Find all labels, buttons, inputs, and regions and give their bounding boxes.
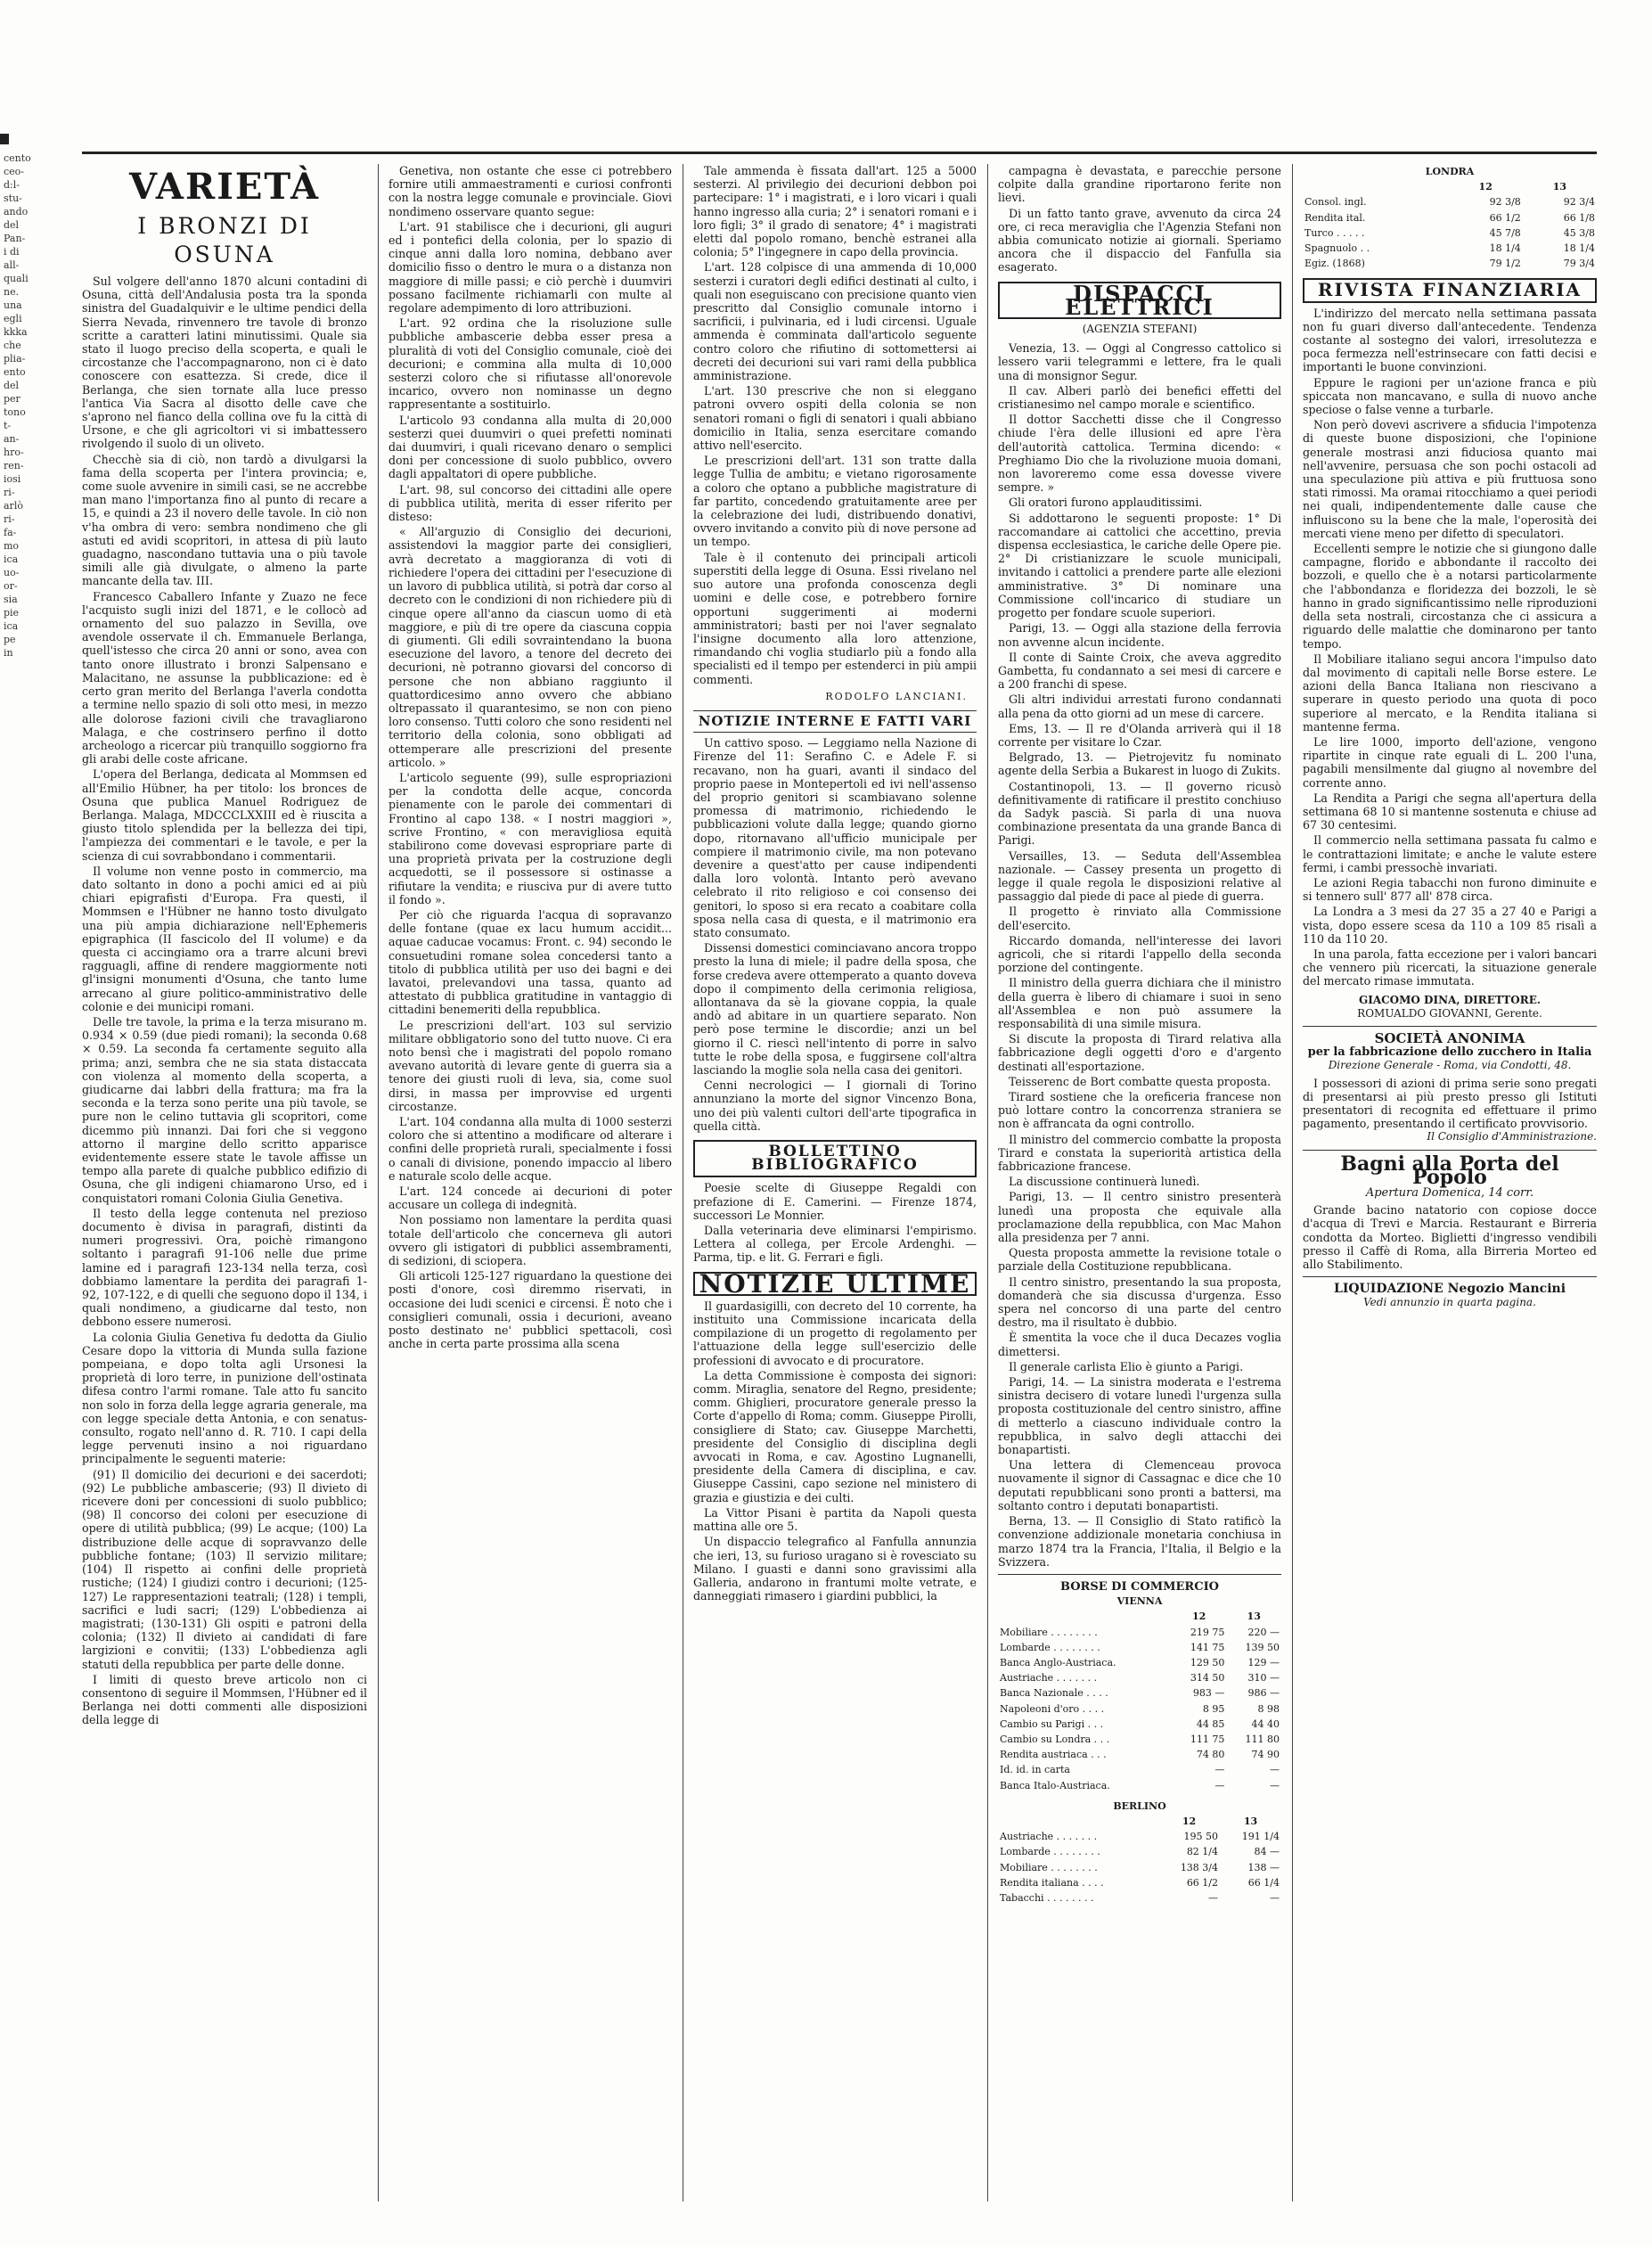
margin-fragment: ento	[4, 366, 26, 378]
table-heading: LONDRA	[1425, 166, 1475, 177]
paragraph: Il guardasigilli, con decreto del 10 corrente, ha instituito una Commissione incaricata della compilazione di un progetto di regolamento per l'attuazione della legge sull'esercizio delle professioni di avvocato e di procuratore.	[693, 1299, 977, 1367]
table-cell: 92 3/8	[1489, 196, 1521, 209]
ad-bagni-sub: Apertura Domenica, 14 corr.	[1365, 1186, 1534, 1201]
table-cell: 220 —	[1247, 1626, 1280, 1638]
paragraph: Le prescrizioni dell'art. 131 son tratte dalla legge Tullia de ambitu; e vietano rigorosamente a coloro che optano a pubbliche magistrature di far partito, concedendo gratuitamente aree per la celebrazione dei ludi, distribuendo donativi, ovvero invitando a convito più di nove persone ad un tempo.	[693, 454, 977, 549]
paragraph: Non possiamo non lamentare la perdita quasi totale dell'articolo che concerneva gli autori ovvero gli istigatori di pubblici assembramenti, di sedizioni, di sciopera.	[388, 1213, 672, 1268]
paragraph: Di un fatto tanto grave, avvenuto da circa 24 ore, ci reca meraviglia che l'Agenzia Stefani non abbia comunicato notizie ai giornali. Speriamo ancora che il dispaccio del Fanfulla sia esagerato.	[998, 206, 1281, 275]
margin-fragment: ando	[4, 206, 29, 217]
table-cell: Egiz. (1868)	[1304, 258, 1365, 270]
dispacci-body	[998, 341, 1281, 1569]
table-row	[998, 1890, 1281, 1906]
paragraph: Poesie scelte di Giuseppe Regaldi con prefazione di E. Camerini. — Firenze 1874, successori Le Monnier.	[693, 1181, 977, 1222]
table-cell: Napoleoni d'oro . . . .	[1000, 1702, 1105, 1715]
table-cell: 18 1/4	[1563, 242, 1595, 255]
column-4	[998, 164, 1281, 2201]
table-cell: —	[1214, 1764, 1225, 1776]
table-cell: 138 —	[1247, 1861, 1280, 1873]
paragraph: L'art. 98, sul concorso dei cittadini alle opere di pubblica utilità, merita di esser riferito per disteso:	[388, 482, 672, 524]
paragraph: L'art. 104 condanna alla multa di 1000 sesterzi coloro che si attentino a modificare od alterare i confini delle proprietà rurali, specialmente i fossi o canali di divisione, ponendo impaccio al libero e naturale scolo delle acque.	[388, 1115, 672, 1183]
ad-societa-signature: Il Consiglio d'Amministrazione.	[1427, 1130, 1597, 1143]
paragraph: « All'arguzio di Consiglio dei decurioni, assistendovi la maggior parte dei consiglieri, avrà decretato a maggioranza di voti di richiedere l'opera dei cittadini per l'esecuzione di un lavoro di pubblica utilità, si potrà dar corso al decreto con le condizioni di non richiedere più di cinque opere all'anno da ciascun uomo di età maggiore, e più di tre opere da ciascuna coppia di giumenti. Gli edili sovraintendano la buona esecuzione del lavoro, a tenore del decreto dei decurioni, nè potranno giovarsi del concorso di persone che non abbiano raggiunto il quattordicesimo anno ovvero che abbiano oltrepassato il quarantesimo, se non con pieno loro consenso. Tutti coloro che sono residenti nel territorio della colonia, sono obbligati ad ottemperare alle prescrizioni del presente articolo. »	[388, 525, 672, 769]
table-row	[998, 1640, 1281, 1655]
paragraph: Berna, 13. — Il Consiglio di Stato ratificò la convenzione addizionale monetaria conchiusa in marzo 1874 tra la Francia, l'Italia, il Belgio e la Svizzera.	[998, 1514, 1281, 1569]
table-row	[1303, 241, 1597, 256]
margin-fragment: i di	[4, 246, 20, 258]
paragraph: L'art. 128 colpisce di una ammenda di 10,000 sesterzi i curatori degli edifici destinati al culto, i quali non eseguiscano con precisione quanto vien prescritto dal Consiglio comunale intorno i sacrificii, i pulvinaria, ed i ludi circensi. Uguale ammenda è comminata dall'articolo seguente contro coloro che rifiutino di sottomettersi ai decreti dei decurioni sui vari rami della pubblica amministrazione.	[693, 260, 977, 383]
table-cell: 74 80	[1196, 1749, 1225, 1761]
table-cell: Cambio su Londra . . .	[1000, 1733, 1110, 1745]
paragraph: La discussione continuerà lunedì.	[1009, 1175, 1200, 1189]
column-header: 13	[1247, 1611, 1261, 1623]
margin-fragment: fa-	[4, 527, 17, 538]
table-cell: 138 3/4	[1180, 1861, 1219, 1873]
bollettino-heading: BOLLETTINO BIBLIOGRAFICO	[693, 1140, 977, 1177]
table-row	[998, 1732, 1281, 1747]
table-cell: Mobiliare . . . . . . . .	[1000, 1861, 1098, 1873]
table-row	[998, 1625, 1281, 1640]
ad-societa-sub: per la fabbricazione dello zucchero in Italia	[1307, 1045, 1592, 1060]
table-cell: 66 1/2	[1489, 211, 1521, 224]
paragraph: La Rendita a Parigi che segna all'apertura della settimana 68 10 si mantenne sostenuta e chiuse ad 67 30 centesimi.	[1303, 791, 1597, 832]
margin-fragment: ceo-	[4, 166, 25, 177]
paragraph: L'art. 92 ordina che la risoluzione sulle pubbliche ambascerie debba esser presa a pluralità di voti del Consiglio comunale, cioè dei decurioni; e commina alla multa di 10,000 sesterzi coloro che si rifiutasse all'onorevole incarico, ovvero non nominasse un degno rappresentante a sostituirlo.	[388, 316, 672, 412]
paragraph: Il commercio nella settimana passata fu calmo e le contrattazioni limitate; e anche le valute estere fermi, i cambi pressochè invariati.	[1303, 833, 1597, 874]
director-signature: GIACOMO DINA, DIRETTORE.	[1358, 993, 1542, 1006]
column-3	[693, 164, 977, 2201]
table-row	[1303, 256, 1597, 271]
top-rule	[82, 152, 1597, 154]
column-header: 12	[1478, 181, 1493, 193]
table-cell: 111 75	[1190, 1733, 1225, 1745]
margin-mark	[0, 134, 9, 144]
paragraph: Il conte di Sainte Croix, che aveva aggredito Gambetta, fu condannato a sei mesi di carcere e a 200 franchi di spese.	[998, 650, 1281, 692]
paragraph: Tale è il contenuto dei principali articoli superstiti della legge di Osuna. Essi rivelano nel suo autore una profonda conoscenza degli uomini e delle cose, e potrebbero fornire opportuni suggerimenti ai moderni amministratori; basti per noi l'aver segnalato l'insigne documento alla loro attenzione, rimandando chi voglia studiarlo più a fondo alla specialisti ed il tempo per estenderci in più ampii commenti.	[693, 550, 977, 686]
table-cell: Banca Italo-Austriaca.	[1000, 1779, 1110, 1791]
column-header	[998, 1609, 1172, 1624]
table-cell: Austriache . . . . . . .	[1000, 1672, 1098, 1684]
paragraph: Per ciò che riguarda l'acqua di sopravanzo delle fontane (quae ex lacu humum accidit... aquae caducae vocamus: Front. c. 94) secondo le consuetudini romane solea concedersi tanto a titolo di pubblica utilità per uso dei bagni e dei lavatoi, prelevandovi una tassa, quanto ad attestato di pubblica gratitudine in vantaggio di cittadini benemeriti della repubblica.	[388, 907, 672, 1017]
paragraph: Gli altri individui arrestati furono condannati alla pena da otto giorni ad un mese di carcere.	[998, 693, 1281, 720]
paragraph: Delle tre tavole, la prima e la terza misurano m. 0.934 × 0.59 (due piedi romani); la seconda 0.68 × 0.59. La seconda fa certamente seguito alla prima; anzi, sembra che ne sia stata distaccata con violenza al momento della scoperta, a giudicarne dai labbri della frattura; ma fra la seconda e la terza sono perite una più tavole, se pure non le celino tuttavia gli scopritori, come dicemmo più innanzi. Dai fori che si veggono attorno il margine dello scritto apparisce evidentemente essere state le tavole affisse un tempo alla parete di qualche pubblico edifizio di Osuna, che gli indigeni chiamarono Urso, ed i conquistatori romani Colonia Giulia Genetiva.	[82, 1014, 367, 1205]
margin-fragment: tono	[4, 406, 26, 418]
table-cell: 195 50	[1183, 1831, 1219, 1843]
margin-fragment: stu-	[4, 193, 22, 204]
ad-liquidazione-sub: Vedi annunzio in quarta pagina.	[1363, 1296, 1536, 1309]
paragraph: Il testo della legge contenuta nel prezioso documento è divisa in paragrafi, distinti da numeri progressivi. Ora, poichè rimangono soltanto i paragrafi 91-106 nelle due prime lamine ed i paragrafi 123-134 nella terza, così dobbiamo lamentare la perdita dei paragrafi 1-92, 107-122, e di quelli che seguono dopo il 134, i quali nondimeno, a giudicarne dal testo, non debbono essere numerosi.	[82, 1206, 367, 1329]
paragraph: I limiti di questo breve articolo non ci consentono di seguire il Mommsen, l'Hübner ed il Berlanga nei dotti commenti alle disposizioni della legge di	[82, 1672, 367, 1727]
paragraph: Il dottor Sacchetti disse che il Congresso chiude l'èra delle illusioni ed apre l'èra dell'autorità cattolica. Termina dicendo: « Preghiamo Dio che la rivoluzione muoia domani, non lavoreremo come essa dovesse vivere sempre. »	[998, 413, 1281, 495]
margin-fragment: plia-	[4, 353, 26, 365]
table-cell: 66 1/2	[1186, 1876, 1219, 1889]
margin-fragment: all-	[4, 259, 20, 271]
notizie-body	[693, 736, 977, 1133]
table-cell: 129 50	[1190, 1656, 1225, 1668]
table-cell: Austriache . . . . . . .	[1000, 1831, 1098, 1843]
table-row	[998, 1747, 1281, 1762]
table-cell: 74 90	[1251, 1749, 1280, 1761]
table-cell: Banca Anglo-Austriaca.	[1000, 1656, 1116, 1668]
margin-fragment: una	[4, 299, 22, 311]
paragraph: L'articolo seguente (99), sulle espropriazioni per la condotta delle acque, concorda pienamente con le parole dei commentari di Frontino al capo 138. « I nostri maggiori », scrive Frontino, « con meravigliosa equità stabilirono come dovevasi espropriare parte di una proprietà privata per la costruzione degli acquedotti, se il possessore si ostinasse a rifiutare la vendita; e riusciva pur di avere tutto il fondo ».	[388, 770, 672, 906]
notizie-ultime-heading: NOTIZIE ULTIME	[693, 1272, 977, 1296]
ad-liquidazione-title: LIQUIDAZIONE Negozio Mancini	[1333, 1282, 1566, 1297]
table-cell: —	[1270, 1764, 1280, 1776]
table-cell: 44 40	[1251, 1717, 1280, 1730]
paragraph: Si addottarono le seguenti proposte: 1° Di raccomandare ai cattolici che accettino, previa dispensa ecclesiastica, le cariche delle Opere pie. 2° Di cristianizzare le scuole municipali, invitando i cattolici a prendere parte alle elezioni amministrative. 3° Di nominare una Commissione coll'incarico di studiare un progetto per fondare scuole superiori.	[998, 511, 1281, 620]
column-header: 13	[1243, 1815, 1258, 1827]
column-4-top	[998, 164, 1281, 275]
column-2-body	[388, 164, 672, 1350]
paragraph: Sul volgere dell'anno 1870 alcuni contadini di Osuna, città dell'Andalusia posta tra la sponda sinistra del Guadalquivir e le ultime pendici della Sierra Nevada, rinvennero tre tavole di bronzo scritte a caratteri latini minutissimi. Quale sia stato il luogo preciso della scoperta, e quali le circostanze che l'accompagnarono, non ci è dato conoscere con esattezza. Si crede, dice il Berlanga, che sien tornate alla luce presso l'antica Via Sacra al disotto delle cave che s'aprono nel fianco della collina ove fu la città di Ursone, e che gli agricoltori vi si imbattessero rivolgendo il suolo di un oliveto.	[82, 275, 367, 451]
paragraph: Non però dovevi ascrivere a sfiducia l'impotenza di queste buone disposizioni, che l'opinione generale mostrasi anzi fiduciosa quanto mai nell'avvenire, persuasa che son pochi ostacoli ad una speculazione più attiva e più fruttuosa sono stati rimossi. Ma oramai ritocchiamo a quei periodi nei quali, indipendentemente dalle cause che influiscono su la bene che la male, l'operosità dei mercati viene meno per difetto di speculatori.	[1303, 418, 1597, 540]
table-cell: Lombarde . . . . . . . .	[1000, 1846, 1100, 1858]
table-cell: Mobiliare . . . . . . . .	[1000, 1626, 1098, 1638]
table-row	[998, 1875, 1281, 1890]
table-cell: Rendita austriaca . . .	[1000, 1749, 1107, 1761]
borse-heading: BORSE DI COMMERCIO	[1060, 1579, 1219, 1594]
table-cell: Id. id. in carta	[1000, 1764, 1070, 1776]
table-cell: Consol. ingl.	[1304, 196, 1367, 209]
table-cell: 314 50	[1190, 1672, 1225, 1684]
table-row	[998, 1655, 1281, 1670]
varieta-title: VARIETÀ	[128, 166, 321, 208]
column-divider	[378, 164, 379, 2201]
table-cell: Spagnuolo . .	[1304, 242, 1370, 255]
margin-fragment: hro-	[4, 447, 24, 458]
margin-fragment: kkka	[4, 326, 28, 338]
column-header: 12	[1182, 1815, 1197, 1827]
varieta-body	[82, 275, 367, 1727]
paragraph: Genetiva, non ostante che esse ci potrebbero fornire utili ammaestramenti e curiosi confronti con la nostra legge comunale e provinciale. Giovi nondimeno osservare quanto segue:	[388, 164, 672, 218]
londra-table	[1303, 164, 1597, 271]
paragraph: Gli articoli 125-127 riguardano la questione dei posti d'onore, così diremmo riservati, in occasione dei ludi scenici e circensi. È noto che i consiglieri comunali, ossia i decurioni, aveano posto destinato ne' pubblici spettacoli, così anche in certa parte prossima alla scena	[388, 1269, 672, 1351]
column-divider	[987, 164, 988, 2201]
vienna-table	[998, 1594, 1281, 1793]
margin-fragment: or-	[4, 580, 18, 592]
column-divider	[1292, 164, 1293, 2201]
table-heading: VIENNA	[1116, 1595, 1163, 1608]
paragraph: Il cav. Alberi parlò dei benefici effetti del cristianesimo nel campo morale e scientifico.	[998, 383, 1281, 412]
gerente-signature: ROMUALDO GIOVANNI, Gerente.	[1357, 1006, 1542, 1020]
margin-fragment: ri-	[4, 487, 15, 498]
table-cell: 8 95	[1202, 1702, 1225, 1715]
table-cell: Rendita italiana . . . .	[1000, 1876, 1104, 1889]
paragraph: Eccellenti sempre le notizie che si giungono dalle campagne, florido e abbondante il raccolto dei bozzoli, e quello che è a notarsi particolarmente che l'abbondanza e floridezza dei bozzoli, le sè hanno in grado significantissimo nelle riproduzioni della seta nostrali, circostanza che ci assicura a riguardo delle malattie che dominarono per tanto tempo.	[1303, 542, 1597, 651]
margin-fragment: ri-	[4, 513, 15, 525]
paragraph: Ems, 13. — Il re d'Olanda arriverà qui il 18 corrente per visitare lo Czar.	[998, 721, 1281, 749]
table-cell: —	[1270, 1891, 1280, 1904]
table-cell: 79 1/2	[1489, 258, 1521, 270]
table-cell: 84 —	[1254, 1846, 1280, 1858]
table-cell: Cambio su Parigi . . .	[1000, 1717, 1104, 1730]
paragraph: L'art. 124 concede ai decurioni di poter accusare un collega di indegnità.	[388, 1184, 672, 1212]
table-cell: 66 1/4	[1247, 1876, 1280, 1889]
table-cell: Rendita ital.	[1304, 211, 1366, 224]
paragraph: Una lettera di Clemenceau provoca nuovamente il signor di Cassagnac e dice che 10 deputati repubblicani sono pronti a battersi, ma soltanto contro i deputati bonapartisti.	[998, 1458, 1281, 1512]
margin-fragment: Pan-	[4, 233, 26, 244]
paragraph: L'opera del Berlanga, dedicata al Mommsen ed all'Emilio Hübner, ha per titolo: los bronces de Osuna que publica Manuel Rodriguez de Berlanga. Malaga, MDCCCLXXIII ed è riuscita a giusto titolo splendida per la bellezza dei tipi, l'ampiezza dei commentari e le tavole, e per la scienza di cui sovrabbondano i commentarii.	[82, 767, 367, 863]
ad-bagni-text: Grande bacino natatorio con copiose docce d'acqua di Trevi e Marcia. Restaurant e Birreria condotta da Morteo. Biglietti d'ingresso vendibili presso il Caffè di Roma, alla Birreria Morteo ed allo Stabilimento.	[1303, 1203, 1597, 1272]
table-row	[998, 1670, 1281, 1685]
margin-fragment: ne.	[4, 286, 20, 298]
paragraph: Cenni necrologici — I giornali di Torino annunziano la morte del signor Vincenzo Bona, uno dei più valenti cultori dell'arte tipografica in quella città.	[693, 1078, 977, 1133]
paragraph: Un cattivo sposo. — Leggiamo nella Nazione di Firenze del 11: Serafino C. e Adele F. si recavano, non ha guari, avanti il sindaco del proprio paese in Montepertoli ed ivi nell'assenso del proprio genitori si scambiavano solenne promessa di matrimonio, richiedendo le pubblicazioni volute dalla legge; quando giorno dopo, ritornavano all'ufficio municipale per compiere il matrimonio civile, ma non potevano devenire a quest'atto per cause indipendenti dalla loro volontà. Intanto però avevano celebrato il rito religioso e coi consenso dei genitori, lo sposo si era recato a coabitare colla sposa nella casa di questa, e il matrimonio era stato consumato.	[693, 736, 977, 939]
column-header	[1303, 179, 1449, 194]
paragraph: Le prescrizioni dell'art. 103 sul servizio militare obbligatorio sono del tutto nuove. Ci era noto bensì che i magistrati del popolo romano avevano autorità di levare gente di guerra sia a tenore dei giusti ruoli di leva, sia, come suol dirsi, in massa per improvvise ed urgenti circostanze.	[388, 1018, 672, 1113]
margin-fragment: ica	[4, 553, 19, 565]
table-row	[998, 1685, 1281, 1701]
paragraph: Francesco Caballero Infante y Zuazo ne fece l'acquisto sugli inizi del 1871, e le collocò ad ornamento del suo palazzo in Sevilla, ove avendole osservate il ch. Emmanuele Berlanga, quell'istesso che circa 20 anni or sono, avea con tanto onore illustrato i bronzi Salpensano e Malacitano, ne assunse la pubblicazione: ed è certo gran merito del Berlanga l'averla condotta a termine nello spazio di soli otto mesi, in mezzo alle dolorose fazioni civili che travagliarono Malaga, e che costrinsero perfino il dotto archeologo a ricercar più tranquillo soggiorno fra gli arabi delle coste africane.	[82, 589, 367, 766]
ad-societa-title: SOCIETÀ ANONIMA	[1374, 1029, 1525, 1046]
left-margin-fragments	[4, 152, 31, 1578]
margin-fragment: uo-	[4, 567, 20, 578]
table-cell: —	[1270, 1779, 1280, 1791]
paragraph: Checchè sia di ciò, non tardò a divulgarsi la fama della scoperta per l'intera provincia; e, come suole avvenire in simili casi, se ne accrebbe man mano l'importanza fino al punto di recare a 15, e quindi a 23 il novero delle tavole. In ciò non v'ha ombra di vero: sembra nondimeno che gli astuti ed avidi scopritori, in attesa di più lauto guadagno, nascondano tuttavia una o più tavole simili alle già divulgate, o almeno la parte mancante della tav. III.	[82, 452, 367, 588]
table-cell: 44 85	[1196, 1717, 1225, 1730]
margin-fragment: ica	[4, 620, 19, 632]
margin-fragment: del	[4, 219, 20, 231]
table-row	[998, 1701, 1281, 1717]
table-heading: BERLINO	[1113, 1799, 1166, 1812]
margin-fragment: pe	[4, 634, 16, 645]
paragraph: Le azioni Regia tabacchi non furono diminuite e si tennero sull' 877 all' 878 circa.	[1303, 875, 1597, 904]
table-row	[998, 1829, 1281, 1844]
article-signature: RODOLFO LANCIANI.	[825, 690, 968, 702]
paragraph: Tale ammenda è fissata dall'art. 125 a 5000 sesterzi. Al privilegio dei decurioni debbon poi partecipare: 1° i magistrati, e i loro vicari i quali hanno ingresso alla curia; 2° i senatori romani e i loro figli; 3° il grado di senatore; 4° i magistrati eletti dal popolo romano, benchè estranei alla colonia; 5° l'ingegnere in capo della provincia.	[693, 164, 977, 259]
table-cell: 79 3/4	[1563, 258, 1595, 270]
margin-fragment: iosi	[4, 473, 21, 485]
margin-fragment: an-	[4, 433, 20, 445]
paragraph: (91) Il domicilio dei decurioni e dei sacerdoti; (92) Le pubbliche ambascerie; (93) Il divieto di ricevere doni per concessioni di suolo pubblico; (98) Il concorso dei coloni per esecuzione di opere di utilità pubblica; (99) Le acque; (100) La distribuzione delle acque di sopravvanzo delle pubbliche fontane; (103) Il servizio militare; (104) Il rispetto ai confini delle proprietà rustiche; (124) I giudizi contro i decurioni; (125-127) Le rappresentazioni teatrali; (128) i templi, sacrifici e ludi sacri; (129) L'obbedienza ai magistrati; (130-131) Gli ospiti e patroni della colonia; (132) Il divieto ai candidati di fare largizioni e convitii; (133) L'obbedienza agli statuti della repubblica per parte delle donne.	[82, 1467, 367, 1671]
table-cell: 111 80	[1245, 1733, 1280, 1745]
table-cell: 45 3/8	[1563, 226, 1595, 239]
paragraph: Riccardo domanda, nell'interesse dei lavori agricoli, che si ritardi l'appello della seconda porzione del contingente.	[998, 933, 1281, 975]
paragraph: Belgrado, 13. — Pietrojevitz fu nominato agente della Serbia a Bukarest in luogo di Zukits.	[998, 750, 1281, 778]
paragraph: Dalla veterinaria deve eliminarsi l'empirismo. Lettera al collega, per Ercole Ardenghi. — Parma, tip. e lit. G. Ferrari e figli.	[693, 1224, 977, 1265]
paragraph: Il generale carlista Elio è giunto a Parigi.	[1009, 1359, 1244, 1373]
paragraph: In una parola, fatta eccezione per i valori bancari che vennero più ricercati, la situazione generale del mercato rimase immutata.	[1303, 947, 1597, 988]
margin-fragment: per	[4, 393, 20, 405]
paragraph: Parigi, 13. — Oggi alla stazione della ferrovia non avvenne alcun incidente.	[998, 621, 1281, 649]
paragraph: È smentita la voce che il duca Decazes voglia dimettersi.	[998, 1331, 1281, 1358]
rivista-finanziaria-heading: RIVISTA FINANZIARIA	[1303, 278, 1597, 302]
margin-fragment: d:l-	[4, 179, 20, 191]
varieta-subtitle: I BRONZI DI OSUNA	[137, 213, 312, 267]
column-header: 12	[1191, 1611, 1206, 1623]
paragraph: Venezia, 13. — Oggi al Congresso cattolico si lessero varii telegrammi e lettere, fra le quali una di monsignor Segur.	[998, 341, 1281, 382]
paragraph: Versailles, 13. — Seduta dell'Assemblea nazionale. — Cassey presenta un progetto di legge il quale regola le disposizioni relative al passaggio dal piede di pace al piede di guerra.	[998, 848, 1281, 904]
table-row	[998, 1778, 1281, 1793]
notizie-ultime-body	[693, 1299, 977, 1603]
table-cell: 45 7/8	[1489, 226, 1521, 239]
table-cell: 8 98	[1257, 1702, 1280, 1715]
table-row	[998, 1762, 1281, 1777]
paragraph: L'art. 91 stabilisce che i decurioni, gli auguri ed i pontefici della colonia, per lo spazio di cinque anni dalla loro nomina, debbano aver domicilio fisso o dentro le mura o a distanza non maggiore di mille passi; e ciò perchè i duumviri possano facilmente richiamarli con multe al regolare adempimento di loro attribuzioni.	[388, 219, 672, 316]
column-varieta	[82, 164, 367, 2201]
dispacci-heading: DISPACCI ELETTRICI	[998, 282, 1281, 319]
berlino-table	[998, 1799, 1281, 1906]
paragraph: Il progetto è rinviato alla Commissione dell'esercito.	[998, 905, 1281, 932]
paragraph: Il ministro del commercio combatte la proposta Tirard e constata la superiorità artistica della fabbricazione francese.	[998, 1132, 1281, 1174]
margin-fragment: quali	[4, 273, 29, 284]
ad-bagni-title: Bagni alla Porta del Popolo	[1340, 1152, 1559, 1189]
margin-fragment: del	[4, 380, 20, 391]
table-cell: 82 1/4	[1186, 1846, 1219, 1858]
margin-fragment: che	[4, 340, 21, 351]
table-cell: Banca Nazionale . . . .	[1000, 1687, 1108, 1700]
paragraph: campagna è devastata, e parecchie persone colpite dalla grandine riportarono ferite non lievi.	[998, 164, 1281, 205]
paragraph: La colonia Giulia Genetiva fu dedotta da Giulio Cesare dopo la vittoria di Munda sulla fazione pompeiana, e dopo tolta agli Ursonesi la proprietà di loro terre, in punizione dell'ostinata difesa contro l'armi romane. Tale atto fu sancito non solo in forza della legge agraria generale, ma con legge speciale detta Antonia, e con senatus-consulto, rogato nell'anno d. R. 710. I capi della legge pervenuti insino a noi riguardano principalmente le seguenti materie:	[82, 1330, 367, 1466]
paragraph: Tirard sostiene che la oreficeria francese non può lottare contro la concorrenza straniera se non è affrancata da ogni controllo.	[998, 1090, 1281, 1131]
rivista-body	[1303, 307, 1597, 988]
newspaper-page	[82, 152, 1597, 2201]
table-cell: 139 50	[1245, 1641, 1280, 1653]
paragraph: Costantinopoli, 13. — Il governo ricusò definitivamente di ratificare il prestito conchiuso da Sadyk pascià. Si parla di una nuova combinazione presentata da una grande Banca di Parigi.	[998, 779, 1281, 848]
paragraph: Le lire 1000, importo dell'azione, vengono ripartite in cinque rate eguali di L. 200 l'una, pagabili mensilmente dal giugno al novembre del corrente anno.	[1303, 734, 1597, 790]
margin-fragment: egli	[4, 313, 22, 324]
paragraph: L'art. 130 prescrive che non si eleggano patroni ovvero ospiti della colonia se non senatori romani o figli di senatori i quali abbiano domicilio in Italia, senza esercitare comando attivo nell'esercito.	[693, 384, 977, 453]
paragraph: Eppure le ragioni per un'azione franca e più spiccata non mancavano, e sulla di nuovo anche speciose o false venne a turbarle.	[1303, 375, 1597, 417]
paragraph: Parigi, 14. — La sinistra moderata e l'estrema sinistra decisero di votare lunedì l'urgenza sulla proposta costituzionale del centro sinistro, affine di metterlo a ciascuno individuale contro la repubblica, in salvo degli attacchi dei bonapartisti.	[998, 1375, 1281, 1457]
paragraph: L'articolo 93 condanna alla multa di 20,000 sesterzi quei duumviri o quei prefetti nominati dai duumviri, i quali ricevano denaro o semplici doni per concessione di suolo pubblico, ovvero dagli appaltatori di opere pubbliche.	[388, 413, 672, 481]
margin-fragment: mo	[4, 540, 20, 552]
margin-fragment: t-	[4, 420, 12, 431]
bollettino-body	[693, 1181, 977, 1264]
column-5	[1303, 164, 1597, 2201]
table-cell: 141 75	[1190, 1641, 1225, 1653]
table-row	[1303, 210, 1597, 225]
table-cell: 18 1/4	[1489, 242, 1521, 255]
table-row	[1303, 194, 1597, 209]
table-row	[998, 1844, 1281, 1859]
paragraph: Teisserenc de Bort combatte questa proposta.	[1009, 1074, 1272, 1088]
margin-fragment: pie	[4, 607, 20, 619]
paragraph: Questa proposta ammette la revisione totale o parziale della Costituzione repubblicana.	[998, 1246, 1281, 1274]
table-cell: 219 75	[1190, 1626, 1225, 1638]
table-cell: 191 1/4	[1241, 1831, 1280, 1843]
paragraph: La Vittor Pisani è partita da Napoli questa mattina alle ore 5.	[693, 1505, 977, 1534]
column-3-body	[693, 164, 977, 686]
paragraph: Il Mobiliare italiano segui ancora l'impulso dato dal movimento di capitali nelle Borse estere. Le azioni della Banca Italiana non riescivano a superare in questo periodo una quota di poco superiore al mercato, e la Rendita italiana si mantenne ferma.	[1303, 652, 1597, 734]
table-cell: Tabacchi . . . . . . . .	[1000, 1891, 1094, 1904]
margin-fragment: ren-	[4, 460, 24, 471]
table-cell: 983 —	[1192, 1687, 1225, 1700]
paragraph: Il centro sinistro, presentando la sua proposta, domanderà che sia discussa d'urgenza. Esso spera nel concorso di una parte del centro destro, ma il risultato è dubbio.	[998, 1275, 1281, 1330]
table-cell: Turco . . . . .	[1304, 226, 1365, 239]
table-cell: —	[1208, 1891, 1219, 1904]
paragraph: La detta Commissione è composta dei signori: comm. Miraglia, senatore del Regno, presidente; comm. Ghiglieri, procuratore generale presso la Corte d'appello di Roma; comm. Giuseppe Pirolli, consigliere di Stato; cav. Giuseppe Marchetti, presidente del Consiglio di disciplina degli avvocati in Roma, e cav. Agostino Lugnanelli, presidente della Camera di disciplina, e cav. Giuseppe Cassini, capo sezione nel ministero di grazia e giustizia e dei culti.	[693, 1368, 977, 1504]
table-cell: 66 1/8	[1563, 211, 1595, 224]
column-2	[388, 164, 672, 2201]
table-row	[998, 1717, 1281, 1732]
table-row	[998, 1860, 1281, 1875]
paragraph: Parigi, 13. — Il centro sinistro presenterà lunedì una proposta che equivale alla proclamazione della repubblica, con Mac Mahon alla presidenza per 7 anni.	[998, 1190, 1281, 1245]
margin-fragment: arlò	[4, 500, 23, 512]
margin-fragment: sia	[4, 594, 18, 605]
paragraph: La Londra a 3 mesi da 27 35 a 27 40 e Parigi a vista, dopo essere scesa da 110 a 109 85 risalì a 110 da 110 20.	[1303, 905, 1597, 946]
table-cell: 310 —	[1247, 1672, 1280, 1684]
table-row	[1303, 225, 1597, 241]
ad-societa-text: I possessori di azioni di prima serie sono pregati di presentarsi ai più presto presso gli Istituti presentatori di recognita ed effettuare il primo pagamento, presentando il certificato provvisorio.	[1303, 1076, 1597, 1131]
paragraph: Dissensi domestici cominciavano ancora troppo presto la luna di miele; il padre della sposa, che forse credeva avere ottemperato a quanto doveva dopo il compimento della cerimonia religiosa, allontanava da sè la giovane coppia, la quale andò ad abitare in un quartiere separato. Non però pose termine le discordie; anzi un bel giorno il C. riescì nell'intento di porre in salvo tutte le robe della sposa, e fuggirsene coll'altra lasciando la moglie sola nella casa dei genitori.	[693, 941, 977, 1077]
paragraph: Si discute la proposta di Tirard relativa alla fabbricazione degli oggetti d'oro e d'argento destinati all'esportazione.	[998, 1032, 1281, 1073]
paragraph: L'indirizzo del mercato nella settimana passata non fu guari diverso dall'antecedente. Tendenza costante al sostegno dei valori, irresolutezza e poca fermezza nell'estrinsecare con fatti decisi e importanti le buone convinzioni.	[1303, 306, 1597, 374]
table-cell: —	[1214, 1779, 1225, 1791]
table-cell: 986 —	[1247, 1687, 1280, 1700]
column-header: 13	[1552, 181, 1567, 193]
paragraph: Gli oratori furono applauditissimi.	[1009, 496, 1203, 510]
margin-fragment: cento	[4, 152, 31, 164]
paragraph: Un dispaccio telegrafico al Fanfulla annunzia che ieri, 13, su furioso uragano si è rovesciato su Milano. I guasti e danni sono gravissimi alla Galleria, andarono in frantumi molte vetrate, e danneggiati rimasero i giardini pubblici, la	[693, 1535, 977, 1603]
table-cell: 129 —	[1247, 1656, 1280, 1668]
table-cell: Lombarde . . . . . . . .	[1000, 1641, 1100, 1653]
paragraph: Il ministro della guerra dichiara che il ministro della guerra è libero di chiamare i suoi in seno all'Assemblea e non può assumere la responsabilità di una simile misura.	[998, 976, 1281, 1030]
dispacci-subheading: (AGENZIA STEFANI)	[1082, 323, 1198, 336]
table-cell: 92 3/4	[1563, 196, 1595, 209]
ad-societa-address: Direzione Generale - Roma, via Condotti, 48.	[1328, 1059, 1572, 1072]
margin-fragment: in	[4, 647, 13, 659]
notizie-heading: NOTIZIE INTERNE E FATTI VARI	[693, 710, 977, 733]
column-header	[998, 1814, 1158, 1829]
paragraph: Il volume non venne posto in commercio, ma dato soltanto in dono a pochi amici ed ai più chiari epigrafisti d'Europa. Fra questi, il Mommsen e l'Hübner ne hanno tosto divulgato una più ampia dichiarazione nell'Ephemeris epigraphica (II fascicolo del II volume) e da questa ci accingiamo ora a trarre alcuni brevi ragguagli, affine di rendere maggiormente noti gl'insigni monumenti d'Osuna, che tanto lume arrecano al giure politico-amministrativo delle colonie e dei municipi romani.	[82, 864, 367, 1013]
